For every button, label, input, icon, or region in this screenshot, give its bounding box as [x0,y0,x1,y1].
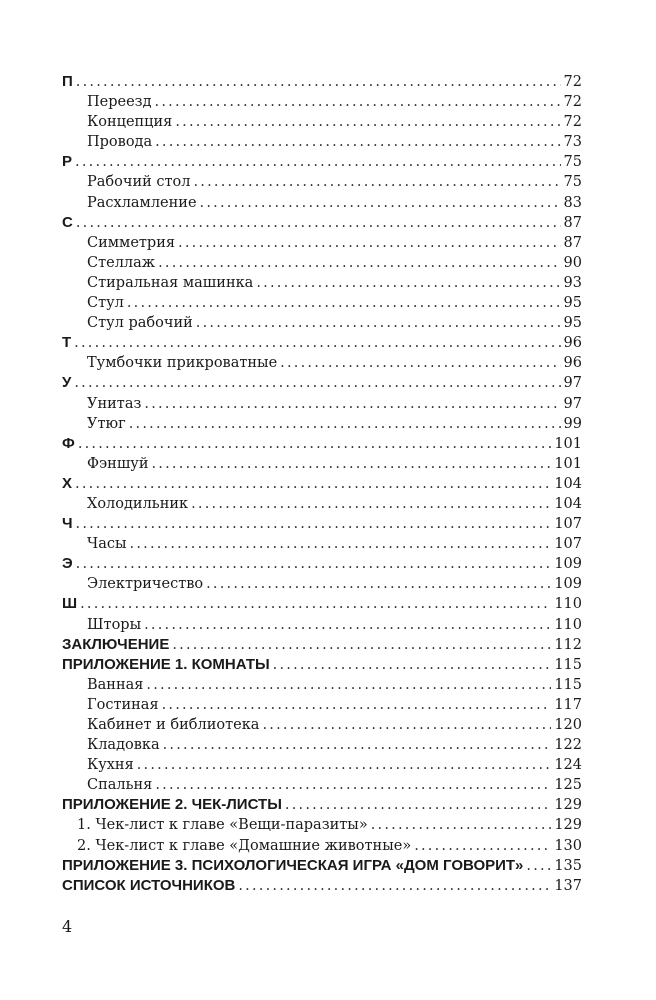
toc-entry-page: 96 [563,355,582,372]
toc-entry-page: 107 [554,536,582,553]
toc-entry-page: 109 [554,556,582,573]
dot-leader [76,554,552,574]
toc-entry-label: Симметрия [87,234,176,251]
toc-entry [62,695,582,715]
toc-entry [62,273,582,293]
toc-entry-label: Кабинет и библиотека [87,717,260,733]
toc-entry [62,474,582,494]
toc-entry [62,836,582,856]
dot-leader [280,353,560,373]
toc-entry [62,353,582,373]
toc-entry [62,635,582,655]
toc-entry-label: Кладовка [87,737,160,754]
dot-leader [146,675,551,695]
dot-leader [75,152,561,172]
toc-entry-label: 2. Чек-лист к главе «Домашние животные» [77,837,412,854]
toc-entry-page: 72 [563,94,582,111]
toc-entry [62,675,582,695]
toc-entry-page: 120 [554,717,582,733]
dot-leader [75,474,551,494]
dot-leader [74,333,560,353]
dot-leader [152,454,552,474]
toc-entry-page: 72 [563,74,582,90]
toc-entry-label: Р [62,153,73,171]
toc-entry [62,735,582,755]
toc-entry-label: Х [62,474,73,492]
toc-entry [62,795,582,815]
dot-leader [163,735,552,755]
toc-entry-label: Шторы [87,616,142,633]
toc-entry [62,755,582,775]
toc-entry-label: ПРИЛОЖЕНИЕ 1. КОМНАТЫ [62,655,270,673]
toc-entry-label: Гостиная [87,696,159,713]
dot-leader [196,313,561,333]
toc-entry [62,454,582,474]
dot-leader [137,755,552,775]
toc-entry-label: Тумбочки прикроватные [87,355,278,372]
toc-entry-label: П [62,73,73,90]
toc-entry-page: 115 [554,656,582,673]
toc-entry-page: 135 [554,857,582,874]
toc-entry-label: Провода [87,134,153,151]
toc-entry-label: Ф [62,434,75,452]
toc-entry-page: 110 [554,596,582,613]
dot-leader [285,795,551,815]
toc-entry [62,313,582,333]
toc-entry [62,213,582,233]
toc-entry-label: Утюг [87,415,126,432]
toc-entry [62,856,582,876]
toc-entry-label: Расхламление [87,194,197,211]
toc-entry-page: 129 [554,797,582,814]
toc-entry-page: 115 [554,676,582,693]
dot-leader [144,615,551,635]
toc-entry-page: 75 [563,154,582,171]
toc-entry-label: Спальня [87,777,153,794]
toc-entry-page: 95 [563,315,582,332]
toc-entry-page: 137 [554,877,582,894]
toc-entry-page: 124 [554,757,582,774]
toc-entry-label: Концепция [87,114,173,131]
dot-leader [256,273,560,293]
toc-entry [62,414,582,434]
toc-entry [62,594,582,614]
toc-entry-page: 122 [554,737,582,754]
toc-entry [62,92,582,112]
dot-leader [526,856,551,876]
toc-entry [62,434,582,454]
toc-entry-page: 97 [563,375,582,392]
toc-entry [62,152,582,172]
dot-leader [127,293,561,313]
dot-leader [80,594,551,614]
toc-entry-page: 129 [554,817,582,834]
dot-leader [273,655,552,675]
toc-entry-page: 125 [554,777,582,794]
toc-entry [62,876,582,896]
toc-entry [62,172,582,192]
toc-entry-label: Ванная [87,676,144,693]
toc-entry-page: 95 [563,295,582,312]
toc-entry [62,655,582,675]
dot-leader [129,414,561,434]
dot-leader [200,193,561,213]
toc-entry-label: СПИСОК ИСТОЧНИКОВ [62,876,236,894]
toc-entry [62,373,582,393]
toc-entry [62,253,582,273]
toc-entry-label: Стеллаж [87,254,156,271]
page-number: 4 [62,917,73,936]
toc-entry [62,193,582,213]
dot-leader [76,514,552,534]
toc-entry-label: Рабочий стол [87,174,191,191]
toc-entry-page: 101 [554,455,582,472]
toc-entry-page: 101 [554,435,582,452]
dot-leader [178,233,561,253]
toc-entry [62,293,582,313]
toc-entry-page: 104 [554,495,582,512]
toc-entry-page: 104 [554,475,582,492]
toc-entry-label: ЗАКЛЮЧЕНИЕ [62,635,170,653]
dot-leader [414,836,551,856]
toc-entry-label: Т [62,334,72,352]
toc-entry-label: Фэншуй [87,455,149,472]
toc-entry-page: 87 [563,214,582,231]
dot-leader [144,394,560,414]
toc-entry-page: 87 [563,234,582,251]
table-of-contents [62,72,582,896]
dot-leader [155,775,551,795]
toc-entry-page: 112 [554,636,582,653]
dot-leader [162,695,552,715]
toc-entry [62,514,582,534]
toc-entry-label: Стул [87,295,124,312]
toc-entry-label: У [62,374,72,392]
toc-entry-page: 117 [554,696,582,713]
dot-leader [155,132,560,152]
dot-leader [74,373,560,393]
toc-entry [62,615,582,635]
toc-entry [62,132,582,152]
toc-entry [62,112,582,132]
dot-leader [371,815,552,835]
toc-entry [62,534,582,554]
dot-leader [78,434,552,454]
toc-entry-label: 1. Чек-лист к главе «Вещи-паразиты» [77,817,368,834]
dot-leader [238,876,551,896]
toc-entry [62,775,582,795]
toc-entry-label: Унитаз [87,395,142,412]
toc-entry-page: 99 [563,415,582,432]
toc-entry-page: 107 [554,516,582,533]
toc-entry-page: 130 [554,837,582,854]
toc-entry [62,233,582,253]
dot-leader [76,213,561,233]
toc-entry [62,72,582,92]
toc-entry-label: Стиральная машинка [87,274,254,291]
dot-leader [206,574,551,594]
toc-entry-page: 93 [563,274,582,291]
toc-entry-page: 110 [554,616,582,633]
toc-entry-label: С [62,213,73,231]
toc-entry-page: 109 [554,576,582,593]
toc-entry-page: 90 [563,254,582,271]
dot-leader [262,715,551,735]
toc-entry-label: ПРИЛОЖЕНИЕ 2. ЧЕК-ЛИСТЫ [62,796,282,814]
toc-entry-page: 72 [563,114,582,131]
toc-entry-label: Ч [62,515,73,533]
toc-entry-label: ПРИЛОЖЕНИЕ 3. ПСИХОЛОГИЧЕСКАЯ ИГРА «ДОМ ГОВОРИТ» [62,856,524,874]
toc-entry [62,494,582,514]
dot-leader [172,635,551,655]
toc-entry [62,554,582,574]
toc-entry-page: 96 [563,335,582,352]
toc-entry-page: 73 [563,134,582,151]
dot-leader [175,112,560,132]
dot-leader [158,253,560,273]
toc-entry [62,333,582,353]
toc-entry [62,574,582,594]
toc-entry [62,394,582,414]
toc-entry-label: Холодильник [87,495,189,512]
toc-entry-label: Переезд [87,94,152,111]
toc-entry-label: Ш [62,595,78,613]
toc-entry-page: 75 [563,174,582,191]
dot-leader [130,534,552,554]
toc-entry-label: Часы [87,536,127,553]
toc-entry-label: Кухня [87,757,134,774]
dot-leader [191,494,551,514]
toc-entry-label: Электричество [87,576,204,593]
toc-entry [62,715,582,735]
toc-entry-label: Э [62,555,73,573]
toc-entry-label: Стул рабочий [87,315,193,332]
toc-entry-page: 97 [563,395,582,412]
dot-leader [193,172,560,192]
toc-entry [62,815,582,835]
dot-leader [76,72,561,92]
dot-leader [155,92,561,112]
toc-entry-page: 83 [563,194,582,211]
